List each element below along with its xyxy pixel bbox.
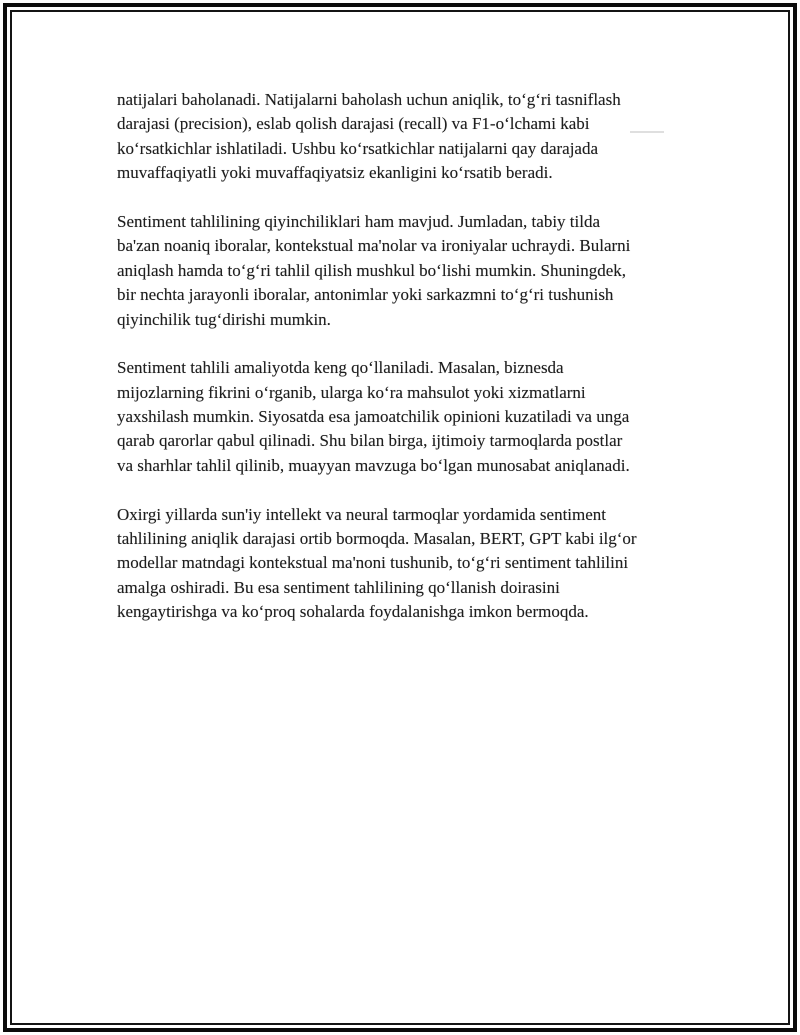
paragraph xyxy=(117,356,717,478)
text-line: darajasi (precision), eslab qolish darajasi (recall) va F1-o‘lchami kabi xyxy=(117,114,590,134)
page-outer-border xyxy=(3,3,797,1032)
text-line: muvaffaqiyatli yoki muvaffaqiyatsiz ekanligini ko‘rsatib beradi. xyxy=(117,163,553,183)
text-line: qiyinchilik tug‘dirishi mumkin. xyxy=(117,309,331,329)
text-line: Sentiment tahlilining qiyinchiliklari ham mavjud. Jumladan, tabiy tilda xyxy=(117,211,601,231)
text-line: bir nechta jarayonli iboralar, antonimlar yoki sarkazmni to‘g‘ri tushunish xyxy=(117,285,614,305)
text-line: modellar matndagi kontekstual ma'noni tushunib, to‘g‘ri sentiment tahlilini xyxy=(117,553,629,573)
text-line: ko‘rsatkichlar ishlatiladi. Ushbu ko‘rsatkichlar natijalarni qay darajada xyxy=(117,138,599,158)
text-line: qarab qarorlar qabul qilinadi. Shu bilan birga, ijtimoiy tarmoqlarda postlar xyxy=(117,431,623,451)
text-line: tahlilining aniqlik darajasi ortib bormoqda. Masalan, BERT, GPT kabi ilg‘or xyxy=(117,529,637,549)
text-line: Sentiment tahlili amaliyotda keng qo‘llaniladi. Masalan, biznesda xyxy=(117,358,564,378)
text-line: natijalari baholanadi. Natijalarni baholash uchun aniqlik, to‘g‘ri tasniflash xyxy=(117,90,621,109)
paragraph xyxy=(117,88,717,186)
text-line: yaxshilash mumkin. Siyosatda esa jamoatchilik opinioni kuzatiladi va unga xyxy=(117,407,630,427)
page-inner-border xyxy=(10,10,790,1025)
document-text-block xyxy=(117,88,717,649)
text-line: amalga oshiradi. Bu esa sentiment tahlilining qo‘llanish doirasini xyxy=(117,577,560,597)
text-line: kengaytirishga va ko‘proq sohalarda foydalanishga imkon bermoqda. xyxy=(117,602,589,622)
text-line: mijozlarning fikrini o‘rganib, ularga ko‘ra mahsulot yoki xizmatlarni xyxy=(117,382,586,402)
text-line: ba'zan noaniq iboralar, kontekstual ma'nolar va ironiyalar uchraydi. Bularni xyxy=(117,236,631,256)
scan-artifact-line xyxy=(630,131,664,133)
paragraph xyxy=(117,503,717,625)
text-line: Oxirgi yillarda sun'iy intellekt va neural tarmoqlar yordamida sentiment xyxy=(117,504,607,524)
text-line: aniqlash hamda to‘g‘ri tahlil qilish mushkul bo‘lishi mumkin. Shuningdek, xyxy=(117,260,627,280)
text-line: va sharhlar tahlil qilinib, muayyan mavzuga bo‘lgan munosabat aniqlanadi. xyxy=(117,455,630,475)
paragraph xyxy=(117,210,717,332)
